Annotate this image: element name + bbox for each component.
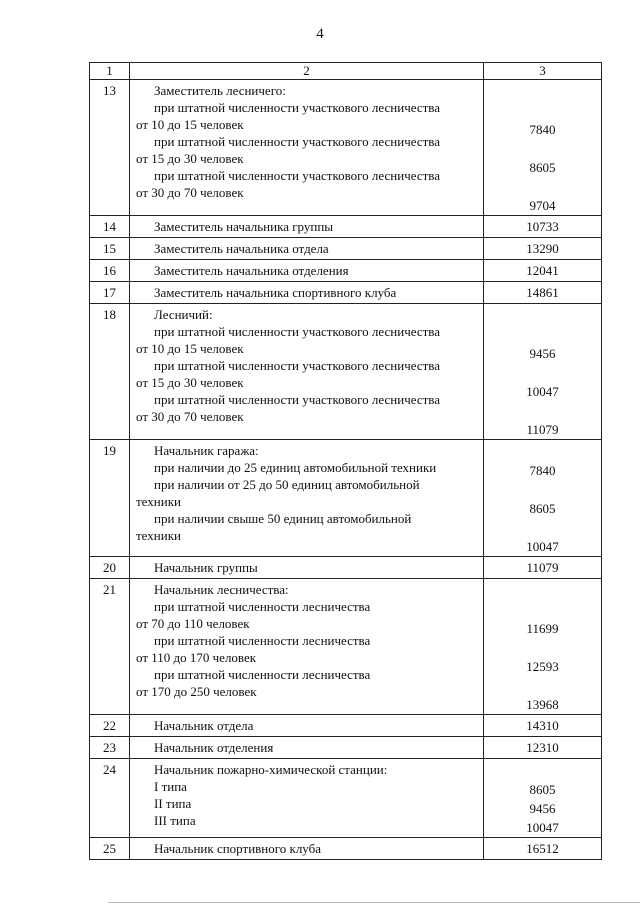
row-number: 24: [90, 759, 130, 838]
salary-value-wrap: [484, 638, 601, 676]
salary-value: 10047: [526, 384, 559, 399]
salary-value-wrap: [484, 676, 601, 714]
position-description: [130, 80, 484, 216]
spacer: [484, 442, 601, 461]
salary-value-wrap: [484, 177, 601, 215]
table-row: [90, 238, 602, 260]
condition-line-1: при штатной численности участкового лесничества: [154, 358, 441, 373]
row-number: 18: [90, 304, 130, 440]
position-description: [130, 216, 484, 238]
header-col-2: 2: [130, 63, 484, 80]
condition-line-1: III типа: [154, 813, 196, 828]
position-title: Заместитель начальника отдела: [154, 241, 329, 256]
row-number: 17: [90, 282, 130, 304]
position-title: Начальник лесничества:: [154, 582, 289, 597]
table-row: [90, 557, 602, 579]
salary-value-wrap: [484, 461, 601, 480]
position-title: Начальник группы: [154, 560, 258, 575]
salary-value: 10047: [526, 820, 559, 835]
condition-item: [136, 778, 477, 795]
position-title: Лесничий:: [154, 307, 213, 322]
table-row: [90, 838, 602, 860]
condition-line-1: при штатной численности участкового лесничества: [154, 168, 441, 183]
table-header-row: [90, 63, 602, 80]
row-number: 13: [90, 80, 130, 216]
condition-item: [136, 99, 477, 133]
row-number: 25: [90, 838, 130, 860]
spacer: [484, 306, 601, 325]
condition-item: [136, 357, 477, 391]
salary-value: 13968: [526, 697, 559, 712]
position-title: Начальник отдела: [154, 718, 254, 733]
condition-line-1: при наличии от 25 до 50 единиц автомобильной: [154, 477, 420, 492]
condition-item: [136, 510, 477, 544]
salary-value-wrap: [484, 780, 601, 799]
salary-cell: [484, 80, 602, 216]
position-title: Заместитель начальника группы: [154, 219, 334, 234]
condition-line-1: при штатной численности участкового лесничества: [154, 392, 441, 407]
position-title: Начальник отделения: [154, 740, 274, 755]
condition-line-1: при штатной численности лесничества: [154, 633, 371, 648]
salary-value: 9456: [529, 346, 556, 361]
position-title: Заместитель начальника спортивного клуба: [154, 285, 397, 300]
condition-item: [136, 795, 477, 812]
condition-line-1: при наличии свыше 50 единиц автомобильной: [154, 511, 412, 526]
condition-line-2: от 30 до 70 человек: [136, 185, 244, 200]
row-number: 14: [90, 216, 130, 238]
condition-line-2: техники: [136, 494, 181, 509]
condition-item: [136, 632, 477, 666]
condition-line-2: техники: [136, 528, 181, 543]
position-description: [130, 260, 484, 282]
condition-line-2: от 15 до 30 человек: [136, 375, 244, 390]
salary-value-wrap: [484, 401, 601, 439]
position-description: [130, 238, 484, 260]
salary-value: 11079: [526, 422, 559, 437]
salary-value: 7840: [529, 122, 556, 137]
salary-value: 8605: [529, 782, 556, 797]
condition-line-2: от 15 до 30 человек: [136, 151, 244, 166]
table-row: [90, 216, 602, 238]
table-row: [90, 579, 602, 715]
header-col-3: 3: [484, 63, 602, 80]
position-description: [130, 838, 484, 860]
salary-cell: 11079: [484, 557, 602, 579]
position-title: Начальник гаража:: [154, 443, 259, 458]
salary-value: 8605: [529, 160, 556, 175]
salary-cell: 14310: [484, 715, 602, 737]
table-row: [90, 80, 602, 216]
position-title: Начальник спортивного клуба: [154, 841, 322, 856]
condition-line-1: при штатной численности участкового лесничества: [154, 100, 441, 115]
salary-value-wrap: [484, 518, 601, 556]
page-number: 4: [316, 26, 324, 42]
position-description: [130, 579, 484, 715]
table-row: [90, 737, 602, 759]
position-description: [130, 557, 484, 579]
row-number: 16: [90, 260, 130, 282]
position-title: Начальник пожарно-химической станции:: [154, 762, 388, 777]
condition-item: [136, 598, 477, 632]
row-number: 19: [90, 440, 130, 557]
salary-value-wrap: [484, 363, 601, 401]
header-col-1: 1: [90, 63, 130, 80]
salary-cell: [484, 304, 602, 440]
salary-value-wrap: [484, 600, 601, 638]
salary-value-wrap: [484, 139, 601, 177]
salary-value: 9456: [529, 801, 556, 816]
condition-line-1: при штатной численности участкового лесничества: [154, 324, 441, 339]
salary-value-wrap: [484, 101, 601, 139]
position-title: Заместитель лесничего:: [154, 83, 286, 98]
row-number: 15: [90, 238, 130, 260]
position-description: [130, 715, 484, 737]
table-row: [90, 715, 602, 737]
condition-line-2: от 30 до 70 человек: [136, 409, 244, 424]
condition-line-2: от 110 до 170 человек: [136, 650, 257, 665]
condition-line-2: от 170 до 250 человек: [136, 684, 257, 699]
condition-item: [136, 133, 477, 167]
salary-value-wrap: [484, 818, 601, 837]
table-row: [90, 282, 602, 304]
salary-value: 7840: [529, 463, 556, 478]
table-row: [90, 304, 602, 440]
salary-cell: [484, 440, 602, 557]
salary-value-wrap: [484, 325, 601, 363]
row-number: 20: [90, 557, 130, 579]
salary-value: 8605: [529, 501, 556, 516]
position-description: [130, 759, 484, 838]
condition-item: [136, 391, 477, 425]
condition-line-1: при наличии до 25 единиц автомобильной техники: [154, 460, 437, 475]
condition-line-1: II типа: [154, 796, 192, 811]
salary-cell: 12310: [484, 737, 602, 759]
condition-item: [136, 459, 477, 476]
condition-line-2: от 10 до 15 человек: [136, 117, 244, 132]
salary-table: [89, 62, 602, 860]
position-description: [130, 304, 484, 440]
condition-item: [136, 666, 477, 700]
row-number: 21: [90, 579, 130, 715]
condition-line-1: I типа: [154, 779, 187, 794]
condition-line-1: при штатной численности лесничества: [154, 599, 371, 614]
condition-line-1: при штатной численности лесничества: [154, 667, 371, 682]
scan-edge-line: [108, 902, 640, 903]
salary-value: 12593: [526, 659, 559, 674]
table-row: [90, 260, 602, 282]
position-title: Заместитель начальника отделения: [154, 263, 349, 278]
position-description: [130, 440, 484, 557]
salary-value-wrap: [484, 799, 601, 818]
salary-value-wrap: [484, 480, 601, 518]
spacer: [484, 581, 601, 600]
salary-cell: 16512: [484, 838, 602, 860]
table-row: [90, 759, 602, 838]
salary-cell: 10733: [484, 216, 602, 238]
salary-value: 9704: [529, 198, 556, 213]
condition-item: [136, 476, 477, 510]
condition-line-2: от 10 до 15 человек: [136, 341, 244, 356]
salary-cell: [484, 579, 602, 715]
condition-item: [136, 812, 477, 829]
salary-cell: 13290: [484, 238, 602, 260]
condition-item: [136, 167, 477, 201]
table-row: [90, 440, 602, 557]
spacer: [484, 82, 601, 101]
salary-cell: [484, 759, 602, 838]
salary-value: 11699: [526, 621, 559, 636]
spacer: [484, 761, 601, 780]
row-number: 23: [90, 737, 130, 759]
condition-line-2: от 70 до 110 человек: [136, 616, 250, 631]
salary-cell: 14861: [484, 282, 602, 304]
condition-line-1: при штатной численности участкового лесничества: [154, 134, 441, 149]
salary-cell: 12041: [484, 260, 602, 282]
row-number: 22: [90, 715, 130, 737]
salary-value: 10047: [526, 539, 559, 554]
condition-item: [136, 323, 477, 357]
table-body: [90, 80, 602, 860]
position-description: [130, 737, 484, 759]
position-description: [130, 282, 484, 304]
